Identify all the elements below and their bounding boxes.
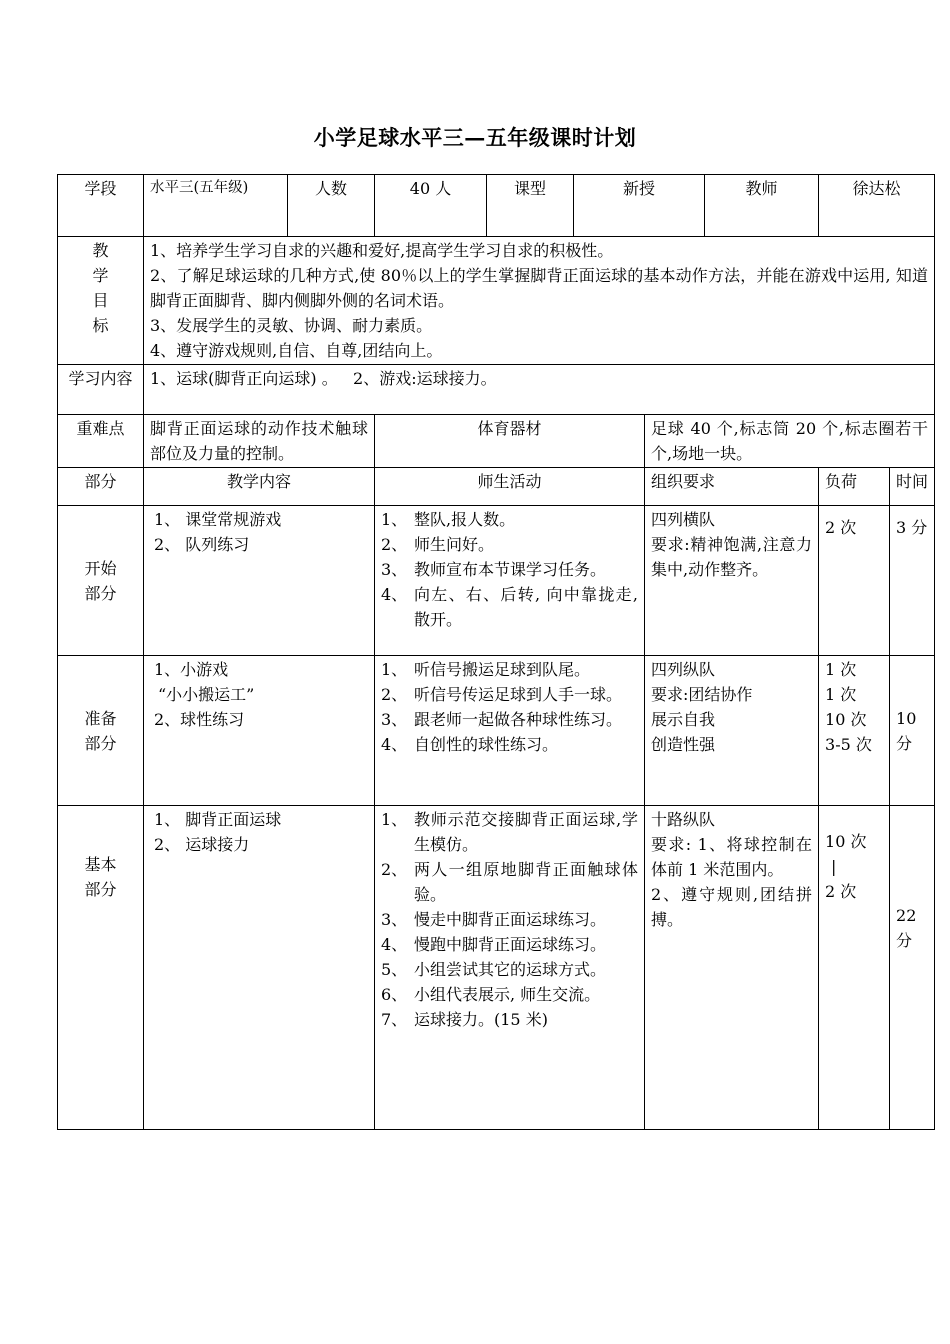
load-line: 2 次: [825, 518, 857, 537]
activity-item: 4、 慢跑中脚背正面运球练习。: [381, 935, 607, 954]
page-title: 小学足球水平三—五年级课时计划: [313, 125, 637, 150]
activity-item: 1、 教师示范交接脚背正面运球,学生模仿。: [381, 810, 638, 854]
load-line: |: [831, 857, 837, 876]
org-line: 要求:团结协作: [651, 685, 753, 704]
col-org: 组织要求: [645, 468, 819, 506]
objectives-label-char: 学: [92, 266, 109, 285]
org-line: 四列纵队: [651, 660, 716, 679]
col-part: 部分: [58, 468, 144, 506]
load-line: 1 次: [825, 660, 857, 679]
activity-item: 1、 听信号搬运足球到队尾。: [381, 660, 591, 679]
count-label: 人数: [288, 175, 375, 237]
teacher-label: 教师: [705, 175, 819, 237]
section-org: [645, 806, 819, 1130]
type-label: 课型: [487, 175, 574, 237]
activity-item: 3、 教师宣布本节课学习任务。: [381, 560, 607, 579]
stage-label: 学段: [58, 175, 144, 237]
section-activities: [375, 806, 645, 1130]
section-row-prep: [58, 656, 935, 806]
load-line: 10 次: [825, 710, 867, 729]
equipment-label: 体育器材: [375, 415, 645, 468]
section-part-line: 准备: [84, 708, 117, 728]
activity-item: 2、 师生问好。: [381, 535, 495, 554]
type-value: 新授: [574, 175, 705, 237]
activity-item: 4、 自创性的球性练习。: [381, 735, 559, 754]
section-part-line: 部分: [84, 733, 117, 753]
activity-item: 7、 运球接力。(15 米): [381, 1010, 548, 1029]
section-time: [890, 506, 935, 656]
section-row-start: [58, 506, 935, 656]
section-part-line: 开始: [84, 558, 117, 578]
header-row: [58, 175, 935, 237]
section-part: [58, 506, 144, 656]
section-load: [819, 806, 890, 1130]
section-org: [645, 506, 819, 656]
content-item: “小小搬运工”: [158, 685, 255, 704]
objective-item: 2、了解足球运球的几种方式,使 80％以上的学生掌握脚背正面运球的基本动作方法，并能在游戏中运用, 知道脚背正面脚背、脚内侧脚外侧的名词术语。: [150, 266, 929, 310]
org-line: 要求: 1、将球控制在体前 1 米范围内。: [651, 835, 813, 879]
teacher-value: 徐达松: [819, 175, 935, 237]
equipment-value: 足球 40 个,标志筒 20 个,标志圈若干个,场地一块。: [645, 415, 935, 468]
load-line: 1 次: [825, 685, 857, 704]
org-line: 四列横队: [651, 510, 716, 529]
section-activities: [375, 506, 645, 656]
keypoints-text: 脚背正面运球的动作技术触球部位及力量的控制。: [144, 415, 375, 468]
content-item: 2、球性练习: [154, 710, 245, 729]
objectives-label-char: 目: [92, 291, 109, 310]
col-load: 负荷: [819, 468, 890, 506]
keypoints-label: 重难点: [58, 415, 144, 468]
content-item: 1、 脚背正面运球: [154, 810, 282, 829]
time-value: 3 分: [896, 518, 928, 537]
lesson-plan-table: [57, 174, 935, 1130]
section-row-main: [58, 806, 935, 1130]
org-line: 要求:精神饱满,注意力集中,动作整齐。: [651, 535, 813, 579]
content-row: [58, 365, 935, 415]
section-load: [819, 506, 890, 656]
activity-item: 2、 听信号传运足球到人手一球。: [381, 685, 623, 704]
load-line: 2 次: [825, 882, 857, 901]
objectives-label-char: 教: [92, 241, 109, 260]
objectives-label-char: 标: [92, 316, 109, 335]
section-content: [144, 806, 375, 1130]
col-content: 教学内容: [144, 468, 375, 506]
activity-item: 3、 慢走中脚背正面运球练习。: [381, 910, 607, 929]
org-line: 2、遵守规则,团结拼搏。: [651, 885, 813, 929]
activity-item: 3、 跟老师一起做各种球性练习。: [381, 710, 623, 729]
org-line: 十路纵队: [651, 810, 716, 829]
time-value: 22 分: [896, 906, 917, 950]
section-part-line: 基本: [84, 855, 117, 874]
col-activity: 师生活动: [375, 468, 645, 506]
load-line: 10 次: [825, 832, 867, 851]
section-load: [819, 656, 890, 806]
objective-item: 3、发展学生的灵敏、协调、耐力素质。: [150, 316, 433, 335]
content-item: 1、小游戏: [154, 660, 229, 679]
content-label: 学习内容: [58, 365, 144, 415]
section-part-line: 部分: [84, 583, 117, 603]
section-activities: [375, 656, 645, 806]
content-item: 2、 队列练习: [154, 535, 250, 554]
objectives-label: [58, 237, 144, 365]
section-part: [58, 806, 144, 1130]
content-item: 1、 课堂常规游戏: [154, 510, 282, 529]
section-org: [645, 656, 819, 806]
activity-item: 1、 整队,报人数。: [381, 510, 516, 529]
keypoints-row: [58, 415, 935, 468]
objectives-text: [144, 237, 935, 365]
section-time: [890, 656, 935, 806]
time-value: 10 分: [896, 708, 917, 753]
content-text: 1、运球(脚背正向运球) 。 2、游戏:运球接力。: [144, 365, 935, 415]
col-time: 时间: [890, 468, 935, 506]
section-part: [58, 656, 144, 806]
section-content: [144, 656, 375, 806]
count-value: 40 人: [375, 175, 487, 237]
objective-item: 1、培养学生学习自求的兴趣和爱好,提高学生学习自求的积极性。: [150, 241, 614, 260]
activity-item: 5、 小组尝试其它的运球方式。: [381, 960, 607, 979]
objectives-row: [58, 237, 935, 365]
objective-item: 4、遵守游戏规则,自信、自尊,团结向上。: [150, 341, 443, 360]
section-part-line: 部分: [84, 880, 117, 899]
activity-item: 6、 小组代表展示, 师生交流。: [381, 985, 601, 1004]
stage-value: 水平三(五年级): [144, 175, 288, 237]
org-line: 展示自我: [651, 710, 716, 729]
section-time: [890, 806, 935, 1130]
columns-row: [58, 468, 935, 506]
activity-item: 4、 向左、右、后转, 向中靠拢走, 散开。: [381, 585, 638, 629]
section-content: [144, 506, 375, 656]
org-line: 创造性强: [651, 735, 716, 754]
load-line: 3-5 次: [825, 735, 872, 754]
activity-item: 2、 两人一组原地脚背正面触球体验。: [381, 860, 638, 904]
content-item: 2、 运球接力: [154, 835, 250, 854]
